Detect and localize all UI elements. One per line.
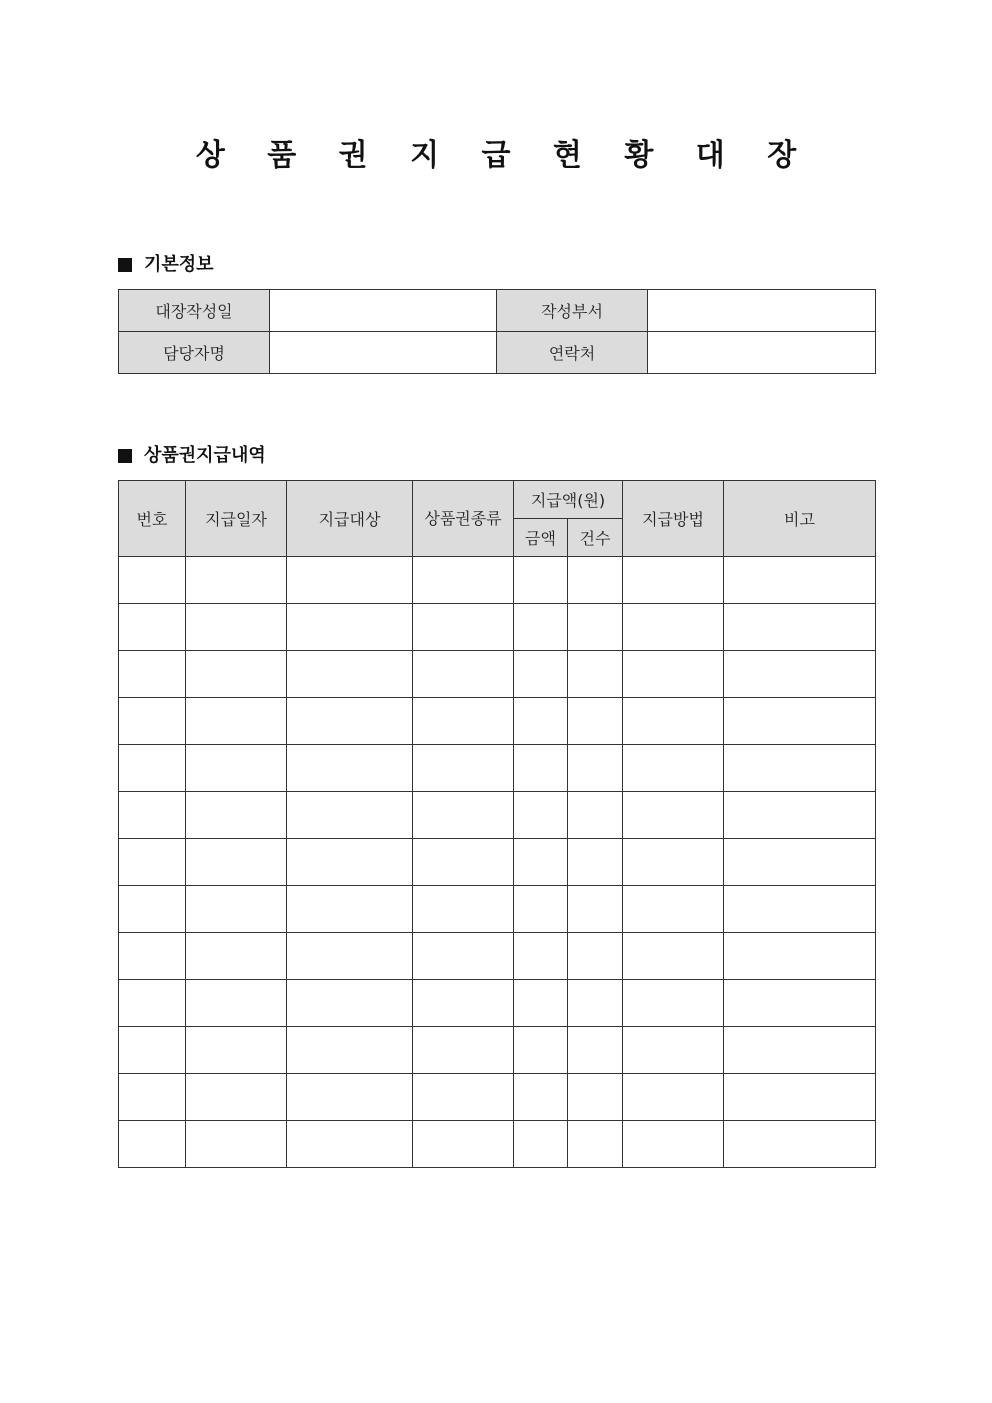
cell-amount[interactable] [514,792,568,839]
cell-count[interactable] [568,745,623,792]
cell-note[interactable] [724,792,876,839]
cell-amount[interactable] [514,839,568,886]
cell-target[interactable] [287,651,413,698]
cell-count[interactable] [568,651,623,698]
section-heading-basic-info [118,253,214,277]
cell-amount[interactable] [514,1121,568,1168]
section-heading-label: 기본정보 [144,254,214,275]
cell-method[interactable] [623,698,724,745]
cell-note[interactable] [724,1074,876,1121]
cell-date[interactable] [186,1027,287,1074]
cell-voucher-type[interactable] [413,698,514,745]
cell-amount[interactable] [514,604,568,651]
label-contact: 연락처 [497,332,648,374]
header-amount-group: 지급액(원) [514,481,623,519]
cell-count[interactable] [568,557,623,604]
cell-method[interactable] [623,886,724,933]
cell-method[interactable] [623,792,724,839]
table-row [119,557,876,604]
header-target: 지급대상 [287,481,413,557]
cell-method[interactable] [623,745,724,792]
cell-method[interactable] [623,839,724,886]
header-number: 번호 [119,481,186,557]
cell-voucher-type[interactable] [413,1074,514,1121]
cell-number[interactable] [119,1074,186,1121]
cell-voucher-type[interactable] [413,792,514,839]
cell-date[interactable] [186,698,287,745]
cell-note[interactable] [724,604,876,651]
header-amount: 금액 [514,519,568,557]
cell-note[interactable] [724,1027,876,1074]
cell-amount[interactable] [514,886,568,933]
cell-count[interactable] [568,604,623,651]
cell-count[interactable] [568,886,623,933]
cell-note[interactable] [724,745,876,792]
cell-date[interactable] [186,1121,287,1168]
basic-info-table [118,289,876,374]
table-row [119,651,876,698]
table-row [119,933,876,980]
cell-date[interactable] [186,557,287,604]
cell-count[interactable] [568,980,623,1027]
label-created-date: 대장작성일 [119,290,270,332]
cell-amount[interactable] [514,933,568,980]
cell-number[interactable] [119,557,186,604]
cell-date[interactable] [186,1074,287,1121]
header-count: 건수 [568,519,623,557]
cell-count[interactable] [568,698,623,745]
header-voucher-type: 상품권종류 [413,481,514,557]
cell-target[interactable] [287,980,413,1027]
field-created-date[interactable] [270,290,497,332]
table-row [119,839,876,886]
cell-target[interactable] [287,557,413,604]
cell-voucher-type[interactable] [413,604,514,651]
table-row [119,1027,876,1074]
cell-date[interactable] [186,980,287,1027]
table-row [119,604,876,651]
header-note: 비고 [724,481,876,557]
cell-amount[interactable] [514,980,568,1027]
cell-target[interactable] [287,839,413,886]
cell-date[interactable] [186,886,287,933]
cell-note[interactable] [724,839,876,886]
cell-target[interactable] [287,933,413,980]
cell-note[interactable] [724,557,876,604]
cell-count[interactable] [568,1074,623,1121]
cell-number[interactable] [119,745,186,792]
table-row [119,1121,876,1168]
cell-number[interactable] [119,792,186,839]
cell-voucher-type[interactable] [413,886,514,933]
cell-number[interactable] [119,980,186,1027]
cell-target[interactable] [287,745,413,792]
cell-target[interactable] [287,792,413,839]
cell-amount[interactable] [514,745,568,792]
cell-number[interactable] [119,839,186,886]
cell-voucher-type[interactable] [413,980,514,1027]
cell-number[interactable] [119,604,186,651]
square-bullet-icon [118,449,132,463]
voucher-details-table [118,480,876,1168]
cell-voucher-type[interactable] [413,745,514,792]
cell-date[interactable] [186,651,287,698]
cell-count[interactable] [568,792,623,839]
cell-date[interactable] [186,839,287,886]
cell-method[interactable] [623,1027,724,1074]
cell-voucher-type[interactable] [413,557,514,604]
cell-note[interactable] [724,698,876,745]
cell-note[interactable] [724,1121,876,1168]
cell-target[interactable] [287,1121,413,1168]
cell-amount[interactable] [514,557,568,604]
cell-target[interactable] [287,1074,413,1121]
cell-method[interactable] [623,980,724,1027]
cell-note[interactable] [724,886,876,933]
cell-method[interactable] [623,604,724,651]
table-row [119,886,876,933]
cell-date[interactable] [186,604,287,651]
cell-count[interactable] [568,839,623,886]
cell-number[interactable] [119,1121,186,1168]
table-row [119,745,876,792]
section-heading-label: 상품권지급내역 [144,445,266,466]
cell-amount[interactable] [514,698,568,745]
cell-note[interactable] [724,980,876,1027]
table-row [119,980,876,1027]
cell-date[interactable] [186,933,287,980]
cell-method[interactable] [623,1121,724,1168]
cell-amount[interactable] [514,1027,568,1074]
table-row [119,698,876,745]
table-row [119,1074,876,1121]
header-date: 지급일자 [186,481,287,557]
cell-note[interactable] [724,651,876,698]
cell-target[interactable] [287,604,413,651]
cell-target[interactable] [287,1027,413,1074]
cell-date[interactable] [186,792,287,839]
cell-number[interactable] [119,698,186,745]
field-department[interactable] [648,290,876,332]
cell-number[interactable] [119,651,186,698]
cell-voucher-type[interactable] [413,933,514,980]
square-bullet-icon [118,258,132,272]
cell-date[interactable] [186,745,287,792]
cell-amount[interactable] [514,651,568,698]
field-contact[interactable] [648,332,876,374]
cell-count[interactable] [568,1121,623,1168]
cell-target[interactable] [287,886,413,933]
label-manager-name: 담당자명 [119,332,270,374]
cell-method[interactable] [623,557,724,604]
page-title: 상 품 권 지 급 현 황 대 장 [195,138,813,173]
cell-count[interactable] [568,933,623,980]
cell-method[interactable] [623,1074,724,1121]
cell-count[interactable] [568,1027,623,1074]
cell-voucher-type[interactable] [413,1121,514,1168]
cell-method[interactable] [623,651,724,698]
cell-number[interactable] [119,886,186,933]
cell-amount[interactable] [514,1074,568,1121]
cell-voucher-type[interactable] [413,651,514,698]
label-department: 작성부서 [497,290,648,332]
field-manager-name[interactable] [270,332,497,374]
cell-voucher-type[interactable] [413,839,514,886]
cell-method[interactable] [623,933,724,980]
section-heading-details [118,444,266,468]
cell-target[interactable] [287,698,413,745]
header-method: 지급방법 [623,481,724,557]
cell-number[interactable] [119,1027,186,1074]
cell-note[interactable] [724,933,876,980]
cell-number[interactable] [119,933,186,980]
cell-voucher-type[interactable] [413,1027,514,1074]
table-row [119,792,876,839]
